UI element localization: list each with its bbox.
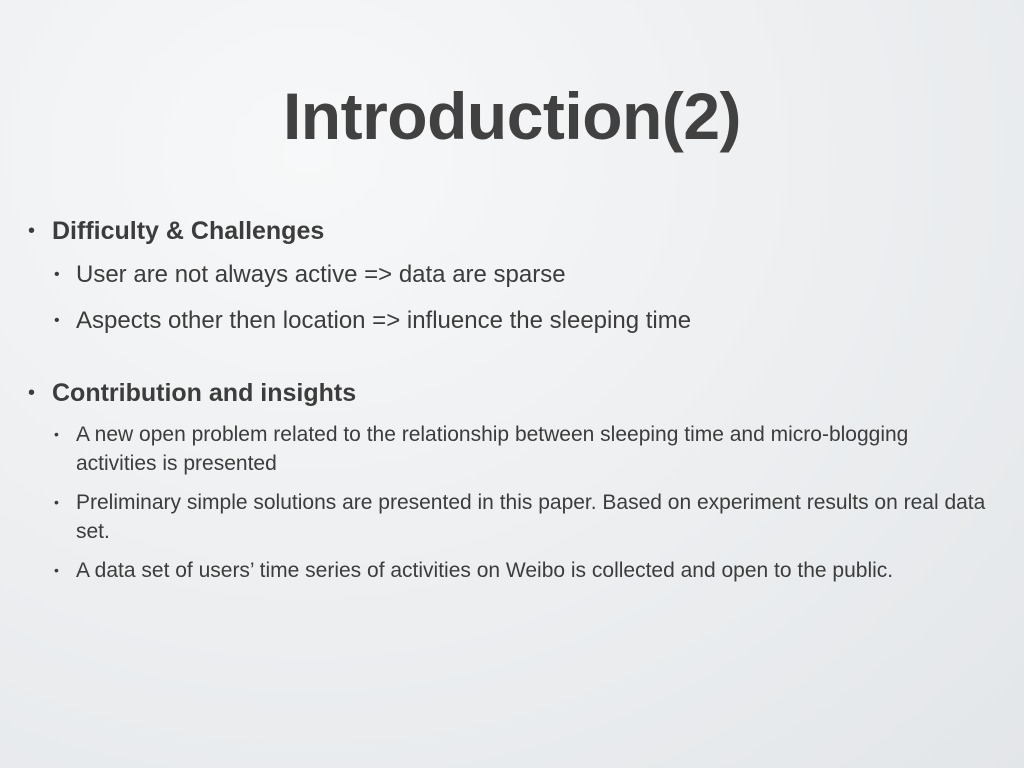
list-item <box>28 306 993 336</box>
list-item <box>28 556 993 585</box>
section-heading-text: Contribution and insights <box>52 379 357 407</box>
list-item-text: User are not always active => data are sparse <box>76 261 566 288</box>
list-item-text: A new open problem related to the relationship between sleeping time and micro-blogging activities is presented <box>76 423 909 475</box>
bullet-icon: • <box>54 494 59 510</box>
section-spacer <box>28 336 993 376</box>
list-item <box>28 488 993 546</box>
list-item <box>28 260 993 290</box>
list-item-text: Preliminary simple solutions are presented in this paper. Based on experiment results on real data set. <box>76 491 986 543</box>
list-item-text: Aspects other then location => influence the sleeping time <box>76 307 692 334</box>
list-item <box>28 420 993 478</box>
slide-body <box>28 214 993 585</box>
bullet-icon: • <box>54 426 59 442</box>
bullet-icon: • <box>54 562 59 578</box>
section-heading-difficulty <box>28 214 993 248</box>
section-heading-text: Difficulty & Challenges <box>52 217 325 245</box>
section-heading-contribution <box>28 376 993 410</box>
list-item-text: A data set of users’ time series of activities on Weibo is collected and open to the public. <box>76 559 894 582</box>
slide-title: Introduction(2) <box>282 79 742 153</box>
bullet-icon: • <box>28 220 36 242</box>
bullet-icon: • <box>54 266 60 283</box>
bullet-icon: • <box>28 382 36 404</box>
bullet-icon: • <box>54 312 60 329</box>
